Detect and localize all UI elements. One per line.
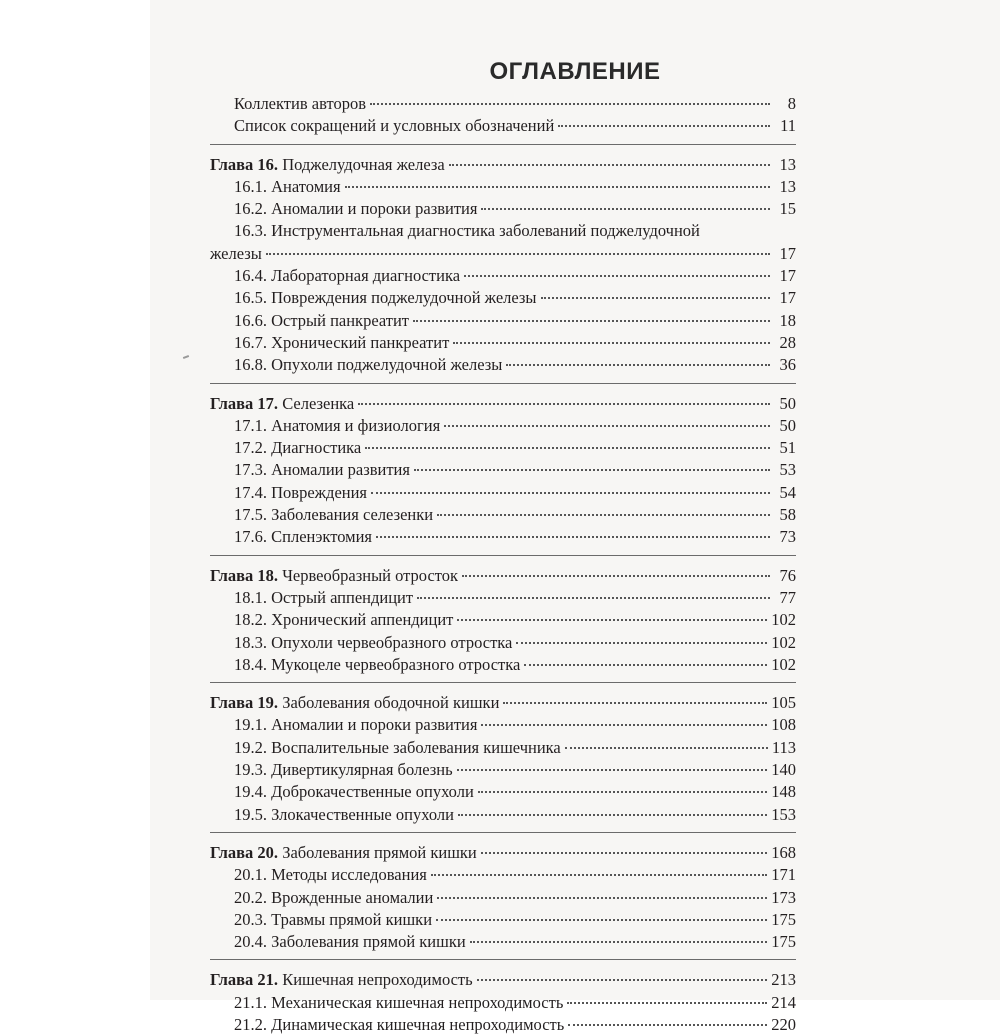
leader-dots	[481, 207, 770, 210]
toc-page-number: 17	[779, 243, 796, 263]
section-label: 20.1. Методы исследования	[234, 865, 427, 885]
chapter-title: Поджелудочная железа	[282, 154, 445, 174]
toc-page-number: 175	[771, 909, 796, 929]
leader-dots	[453, 341, 770, 344]
section-entry[interactable]	[210, 437, 796, 459]
section-label: 17.6. Спленэктомия	[234, 527, 373, 547]
chapter-title: Червеобразный отросток	[282, 565, 459, 585]
leader-dots	[370, 102, 770, 105]
chapter-number: Глава 18.	[210, 565, 279, 585]
toc-page-number: 171	[771, 865, 796, 885]
section-entry[interactable]	[210, 482, 796, 504]
section-label: 17.4. Повреждения	[234, 482, 368, 502]
section-entry[interactable]	[210, 781, 796, 803]
section-entry[interactable]	[210, 176, 796, 198]
toc-page-number: 140	[771, 760, 796, 780]
toc-entry[interactable]	[210, 93, 796, 115]
leader-dots	[437, 896, 767, 899]
toc-page-number: 17	[779, 266, 796, 286]
section-label: 18.4. Мукоцеле червеобразного отростка	[234, 654, 521, 674]
leader-dots	[558, 124, 770, 127]
toc-page-number: 173	[771, 887, 796, 907]
section-entry[interactable]	[210, 415, 796, 437]
chapter-label	[210, 692, 499, 714]
chapter-number: Глава 21.	[210, 970, 279, 990]
section-entry[interactable]	[210, 287, 796, 309]
section-label: 20.3. Травмы прямой кишки	[234, 909, 433, 929]
toc-entry-label: Коллектив авторов	[234, 94, 366, 113]
toc-page-number: 13	[779, 176, 796, 196]
toc-page-number: 50	[779, 393, 796, 413]
leader-dots	[436, 918, 767, 921]
section-entry[interactable]	[210, 587, 796, 609]
section-label: 19.4. Доброкачественные опухоли	[234, 782, 474, 802]
leader-dots	[431, 873, 767, 876]
chapter-divider	[210, 959, 796, 960]
leader-dots	[413, 319, 770, 322]
section-label: 18.2. Хронический аппендицит	[234, 610, 454, 630]
section-entry[interactable]	[210, 526, 796, 548]
chapter-title: Кишечная непроходимость	[282, 970, 473, 990]
leader-dots	[481, 851, 768, 854]
leader-dots	[524, 663, 767, 666]
chapter-divider	[210, 383, 796, 384]
section-entry[interactable]	[210, 714, 796, 736]
section-label: 16.6. Острый панкреатит	[234, 310, 409, 330]
leader-dots	[444, 424, 770, 427]
chapter-title: Селезенка	[282, 393, 355, 413]
section-entry[interactable]	[210, 1014, 796, 1036]
chapter-label	[210, 969, 473, 991]
leader-dots	[503, 701, 767, 704]
toc-entry[interactable]	[210, 115, 796, 137]
toc-page-number: 58	[779, 505, 796, 525]
toc-page-number: 214	[771, 992, 796, 1012]
section-entry[interactable]	[210, 265, 796, 287]
chapter-heading[interactable]	[210, 969, 796, 991]
chapter-heading[interactable]	[210, 154, 796, 176]
toc-page-number: 28	[779, 332, 796, 352]
section-label: 18.3. Опухоли червеобразного отростка	[234, 632, 513, 652]
toc-page-number: 77	[779, 587, 796, 607]
section-label: 20.2. Врожденные аномалии	[234, 887, 434, 907]
leader-dots	[470, 940, 768, 943]
leader-dots	[516, 641, 767, 644]
chapter-heading[interactable]	[210, 692, 796, 714]
leader-dots	[376, 535, 770, 538]
section-entry[interactable]	[210, 909, 796, 931]
leader-dots	[462, 574, 770, 577]
section-label: 16.3. Инструментальная диагностика заболеваний поджелудочной	[234, 221, 700, 241]
leader-dots	[437, 513, 770, 516]
leader-dots	[417, 596, 770, 599]
chapter-number: Глава 17.	[210, 393, 279, 413]
section-entry[interactable]	[210, 759, 796, 781]
section-label: 16.4. Лабораторная диагностика	[234, 266, 461, 286]
toc-page-number: 36	[779, 355, 796, 375]
section-label: 17.1. Анатомия и физиология	[234, 415, 441, 435]
chapter-divider	[210, 832, 796, 833]
toc-page-number: 148	[771, 782, 796, 802]
section-label: 17.3. Аномалии развития	[234, 460, 410, 480]
toc-page-number: 73	[779, 527, 796, 547]
toc-page-number: 53	[779, 460, 796, 480]
chapter-heading[interactable]	[210, 565, 796, 587]
section-entry[interactable]	[210, 220, 796, 242]
section-label: 17.2. Диагностика	[234, 438, 362, 458]
section-entry[interactable]	[210, 654, 796, 676]
toc-page-number: 175	[771, 932, 796, 952]
chapter-label	[210, 565, 458, 587]
toc-page-number: 51	[779, 438, 796, 458]
toc-page-number: 102	[771, 610, 796, 630]
section-label: 18.1. Острый аппендицит	[234, 587, 414, 607]
leader-dots	[568, 1023, 767, 1026]
toc-page-number: 108	[771, 715, 796, 735]
section-entry[interactable]	[210, 864, 796, 886]
chapter-number: Глава 16.	[210, 154, 279, 174]
leader-dots	[478, 790, 767, 793]
toc-page-number: 18	[779, 310, 796, 330]
leader-dots	[449, 163, 770, 166]
leader-dots	[481, 723, 767, 726]
section-label: 21.1. Механическая кишечная непроходимость	[234, 992, 564, 1012]
toc-page-number: 13	[779, 154, 796, 174]
toc-page-number: 15	[779, 199, 796, 219]
chapter-divider	[210, 682, 796, 683]
chapter-heading[interactable]	[210, 393, 796, 415]
section-label: 19.2. Воспалительные заболевания кишечника	[234, 737, 561, 757]
table-of-contents	[210, 93, 796, 1036]
toc-page-number: 153	[771, 804, 796, 824]
section-label: 16.2. Аномалии и пороки развития	[234, 199, 478, 219]
section-label: 16.1. Анатомия	[234, 176, 341, 196]
chapter-title: Заболевания прямой кишки	[282, 842, 477, 862]
section-label: 19.3. Дивертикулярная болезнь	[234, 760, 453, 780]
chapter-number: Глава 20.	[210, 842, 279, 862]
section-label: 16.7. Хронический панкреатит	[234, 332, 450, 352]
section-label: 17.5. Заболевания селезенки	[234, 505, 434, 525]
section-entry[interactable]	[210, 632, 796, 654]
leader-dots	[358, 402, 770, 405]
leader-dots	[371, 491, 770, 494]
chapter-label	[210, 842, 477, 864]
chapter-number: Глава 19.	[210, 693, 279, 713]
section-entry[interactable]	[210, 992, 796, 1014]
toc-page-number: 8	[787, 94, 796, 113]
leader-dots	[457, 768, 768, 771]
leader-dots	[567, 1001, 767, 1004]
section-entry[interactable]	[210, 459, 796, 481]
leader-dots	[345, 185, 770, 188]
toc-page-number: 54	[779, 482, 796, 502]
section-label: 16.8. Опухоли поджелудочной железы	[234, 355, 503, 375]
leader-dots	[457, 618, 767, 621]
leader-dots	[414, 468, 770, 471]
toc-page-number: 102	[771, 632, 796, 652]
toc-page-number: 102	[771, 654, 796, 674]
section-label: 19.1. Аномалии и пороки развития	[234, 715, 478, 735]
section-label: 19.5. Злокачественные опухоли	[234, 804, 454, 824]
leader-dots	[266, 252, 770, 255]
section-entry[interactable]	[210, 504, 796, 526]
section-label: 21.2. Динамическая кишечная непроходимость	[234, 1014, 565, 1034]
toc-entry-label: Список сокращений и условных обозначений	[234, 116, 555, 136]
section-entry[interactable]	[210, 737, 796, 759]
toc-page-number: 113	[771, 737, 796, 757]
toc-page-number: 17	[779, 288, 796, 308]
section-entry[interactable]	[210, 198, 796, 220]
toc-page-number: 220	[771, 1014, 796, 1034]
section-entry[interactable]	[210, 931, 796, 953]
chapter-label	[210, 154, 445, 176]
section-label: 20.4. Заболевания прямой кишки	[234, 932, 466, 952]
leader-dots	[565, 746, 768, 749]
chapter-label	[210, 393, 354, 415]
toc-page-number: 168	[771, 842, 796, 862]
toc-page-number: 76	[779, 565, 796, 585]
leader-dots	[506, 363, 770, 366]
toc-page-number: 213	[771, 970, 796, 990]
section-entry[interactable]	[210, 354, 796, 376]
section-entry[interactable]	[210, 332, 796, 354]
toc-page-number: 50	[779, 415, 796, 435]
section-entry[interactable]	[210, 804, 796, 826]
chapter-divider	[210, 555, 796, 556]
section-label: 16.5. Повреждения поджелудочной железы	[234, 288, 537, 308]
chapter-divider	[210, 144, 796, 145]
section-entry[interactable]	[210, 887, 796, 909]
page-title: ОГЛАВЛЕНИЕ	[489, 58, 661, 85]
section-entry[interactable]	[210, 609, 796, 631]
chapter-list	[210, 144, 796, 1036]
leader-dots	[458, 813, 767, 816]
chapter-heading[interactable]	[210, 842, 796, 864]
leader-dots	[464, 274, 770, 277]
section-label-continuation: железы	[210, 243, 262, 263]
section-entry[interactable]	[210, 310, 796, 332]
leader-dots	[477, 978, 768, 981]
toc-page-number: 11	[780, 116, 796, 136]
toc-page-number: 105	[771, 693, 796, 713]
leader-dots	[541, 296, 770, 299]
leader-dots	[365, 446, 770, 449]
chapter-title: Заболевания ободочной кишки	[282, 693, 500, 713]
section-entry-continuation[interactable]	[210, 243, 796, 265]
